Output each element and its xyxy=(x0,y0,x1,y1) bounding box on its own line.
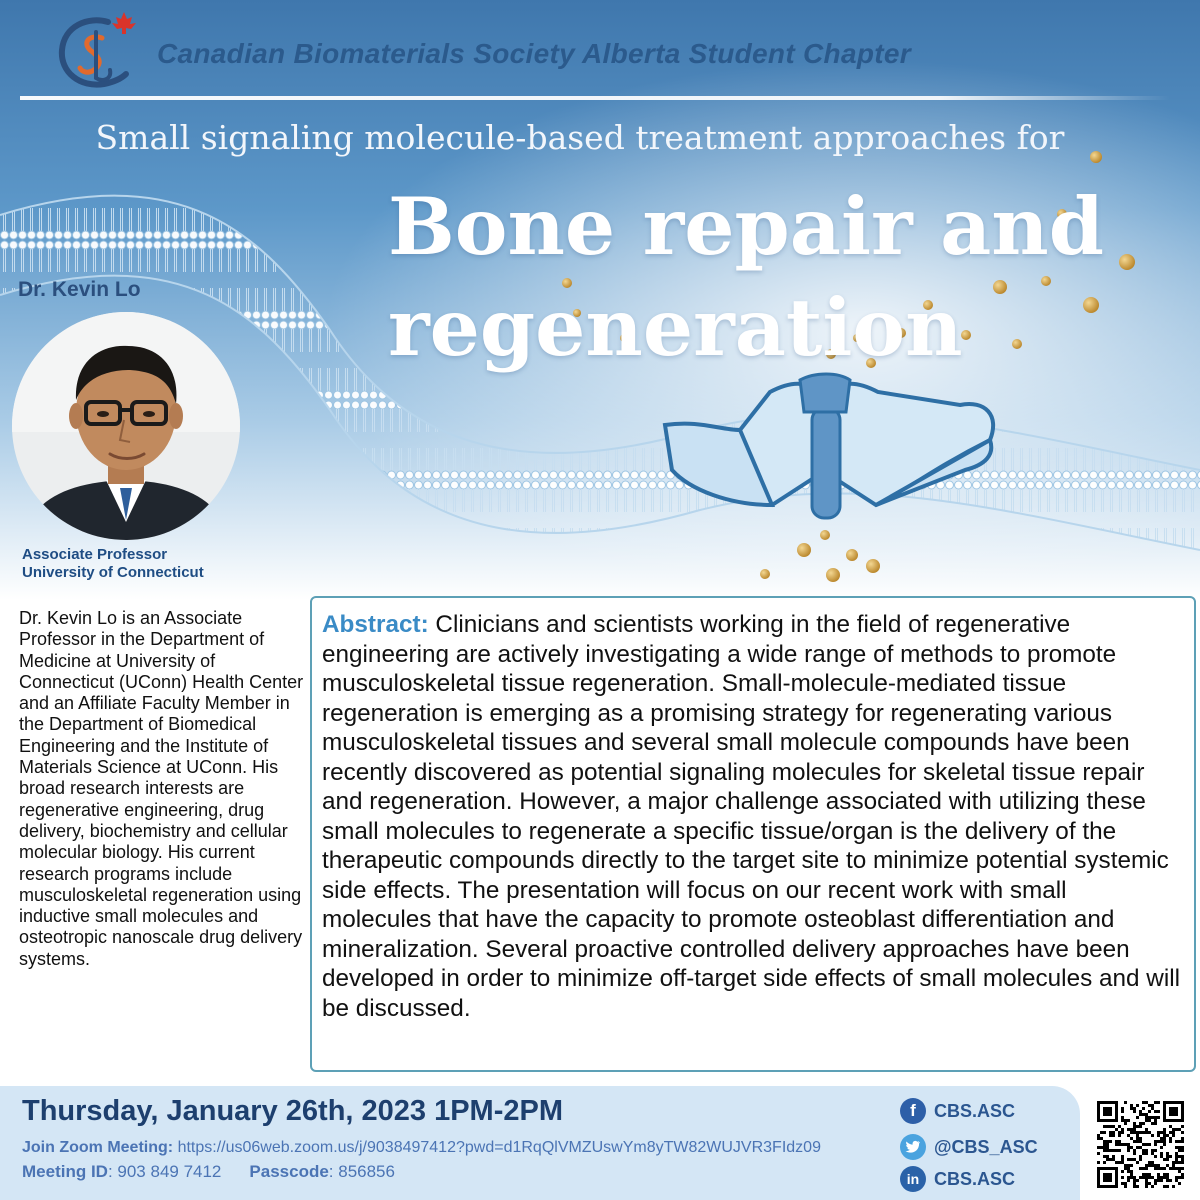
talk-subtitle: Small signaling molecule-based treatment approaches for xyxy=(95,118,1065,157)
talk-title-line-2: regeneration xyxy=(388,281,963,374)
maple-leaf-icon xyxy=(112,12,136,34)
social-linkedin[interactable] xyxy=(900,1166,1015,1192)
zoom-join-line xyxy=(22,1139,821,1157)
passcode: : 856856 xyxy=(328,1162,395,1181)
linkedin-icon: in xyxy=(900,1166,926,1192)
event-date-time: Thursday, January 26th, 2023 1PM-2PM xyxy=(22,1095,564,1127)
speaker-bio: Dr. Kevin Lo is an Associate Professor in the Department of Medicine at University of Connecticut (UConn) Health Center and an Affiliate Faculty Member in the Department of Biomedical Engineering and the Institute of Materials Science at UConn. His broad research interests are regenerative engineering, drug delivery, biochemistry and cellular molecular biology. His current research programs include musculoskeletal regeneration using inductive small molecules and osteotropic nanoscale drug delivery systems. xyxy=(19,608,304,969)
social-facebook[interactable] xyxy=(900,1098,1015,1124)
header-divider xyxy=(20,96,1170,100)
meeting-id: : 903 849 7412 xyxy=(107,1162,222,1181)
social-twitter[interactable] xyxy=(900,1134,1038,1160)
qr-code-icon xyxy=(1088,1092,1194,1196)
meeting-id-label: Meeting ID xyxy=(22,1162,108,1181)
abstract-box xyxy=(310,596,1196,1072)
passcode-label: Passcode xyxy=(249,1162,329,1181)
speaker-photo xyxy=(12,312,240,540)
abstract-text xyxy=(322,610,1182,1023)
meeting-details xyxy=(22,1162,395,1182)
zoom-label: Join Zoom Meeting: xyxy=(22,1139,174,1156)
qr-code[interactable] xyxy=(1088,1092,1194,1196)
speaker-title: Associate Professor xyxy=(22,546,168,563)
abstract-label: Abstract: xyxy=(322,611,429,638)
twitter-handle: @CBS_ASC xyxy=(934,1136,1038,1157)
linkedin-handle: CBS.ASC xyxy=(934,1168,1016,1189)
zoom-link[interactable]: https://us06web.zoom.us/j/9038497412?pwd=d1RqQlVMZUswYm8yTW82WUJVR3FIdz09 xyxy=(177,1139,821,1156)
facebook-icon: f xyxy=(900,1098,926,1124)
abstract-body: Clinicians and scientists working in the field of regenerative engineering are actively investigating a wide range of methods to promote musculoskeletal tissue regeneration. Small-molecule-mediated tissue regeneration is emerging as a promising strategy for regenerating various musculoskeletal tissues and several small molecule compounds have been recently discovered as potential signaling molecules for skeletal tissue repair and regeneration. However, a major challenge associated with utilizing these small molecules to regenerate a specific tissue/organ is the delivery of the therapeutic compounds directly to the target site to minimize potential systemic side effects. The presentation will focus on our recent work with small molecules that have the capacity to promote osteoblast differentiation and mineralization. Several proactive controlled delivery approaches have been developed in order to minimize off-target side effects of small molecules and will be discussed. xyxy=(322,611,1181,1022)
twitter-icon xyxy=(900,1134,926,1160)
speaker-name: Dr. Kevin Lo xyxy=(18,278,141,301)
talk-title xyxy=(388,176,1148,378)
talk-title-line-1: Bone repair and xyxy=(388,180,1104,273)
organization-name: Canadian Biomaterials Society Alberta Student Chapter xyxy=(157,38,911,69)
facebook-handle: CBS.ASC xyxy=(934,1100,1016,1121)
speaker-university: University of Connecticut xyxy=(22,564,204,581)
speaker-affiliation xyxy=(22,546,204,582)
csb-logo-icon xyxy=(46,8,146,94)
